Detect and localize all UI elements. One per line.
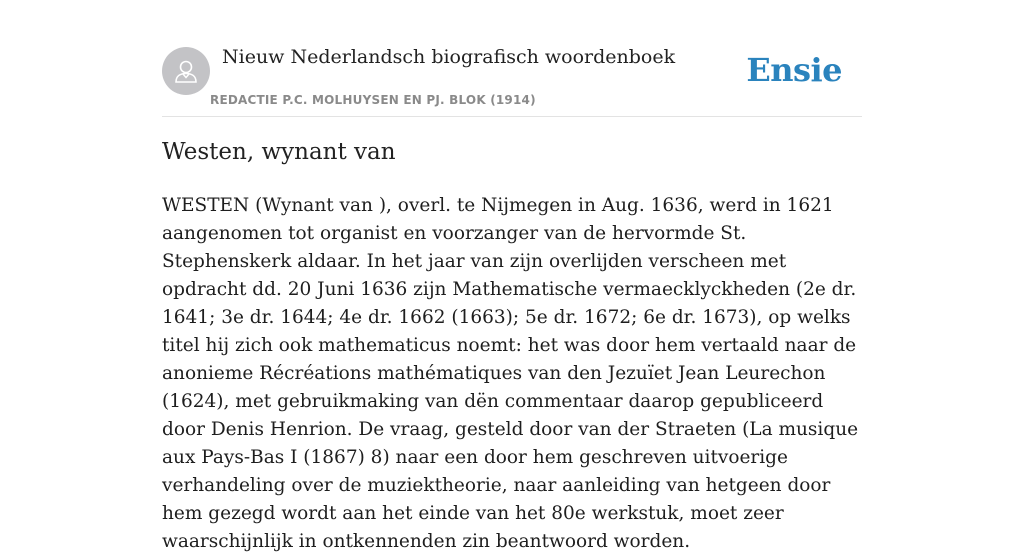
user-silhouette-icon xyxy=(172,57,200,85)
source-subtitle: REDACTIE P.C. MOLHUYSEN EN PJ. BLOK (1914) xyxy=(210,93,536,107)
ensie-logo[interactable]: Ensie xyxy=(746,51,842,89)
source-title[interactable]: Nieuw Nederlandsch biografisch woordenboek xyxy=(222,46,676,68)
entry-body: WESTEN (Wynant van ), overl. te Nijmegen in Aug. 1636, werd in 1621 aangenomen tot organist en voorzanger van de hervormde St. Stephenskerk aldaar. In het jaar van zijn overlijden verscheen met opdracht dd. 20 Juni 1636 zijn Mathematische vermaecklyckheden (2e dr. 1641; 3e dr. 1644; 4e dr. 1662 (1663); 5e dr. 1672; 6e dr. 1673), op welks titel hij zich ook mathematicus noemt: het was door hem vertaald naar de anonieme Récréations mathématiques van den Jezuïet Jean Leurechon (1624), met gebruikmaking van dën commentaar daarop gepubliceerd door Denis Henrion. De vraag, gesteld door van der Straeten (La musique aux Pays-Bas I (1867) 8) naar een door hem geschreven uitvoerige verhandeling over de muziektheorie, naar aanleiding van hetgeen door hem gezegd wordt aan het einde van het 80e werkstuk, moet zeer waarschijnlijk in ontkennenden zin beantwoord worden. xyxy=(162,195,859,552)
source-avatar[interactable] xyxy=(162,47,210,95)
entry-title: Westen, wynant van xyxy=(162,139,396,165)
source-header xyxy=(162,46,862,117)
